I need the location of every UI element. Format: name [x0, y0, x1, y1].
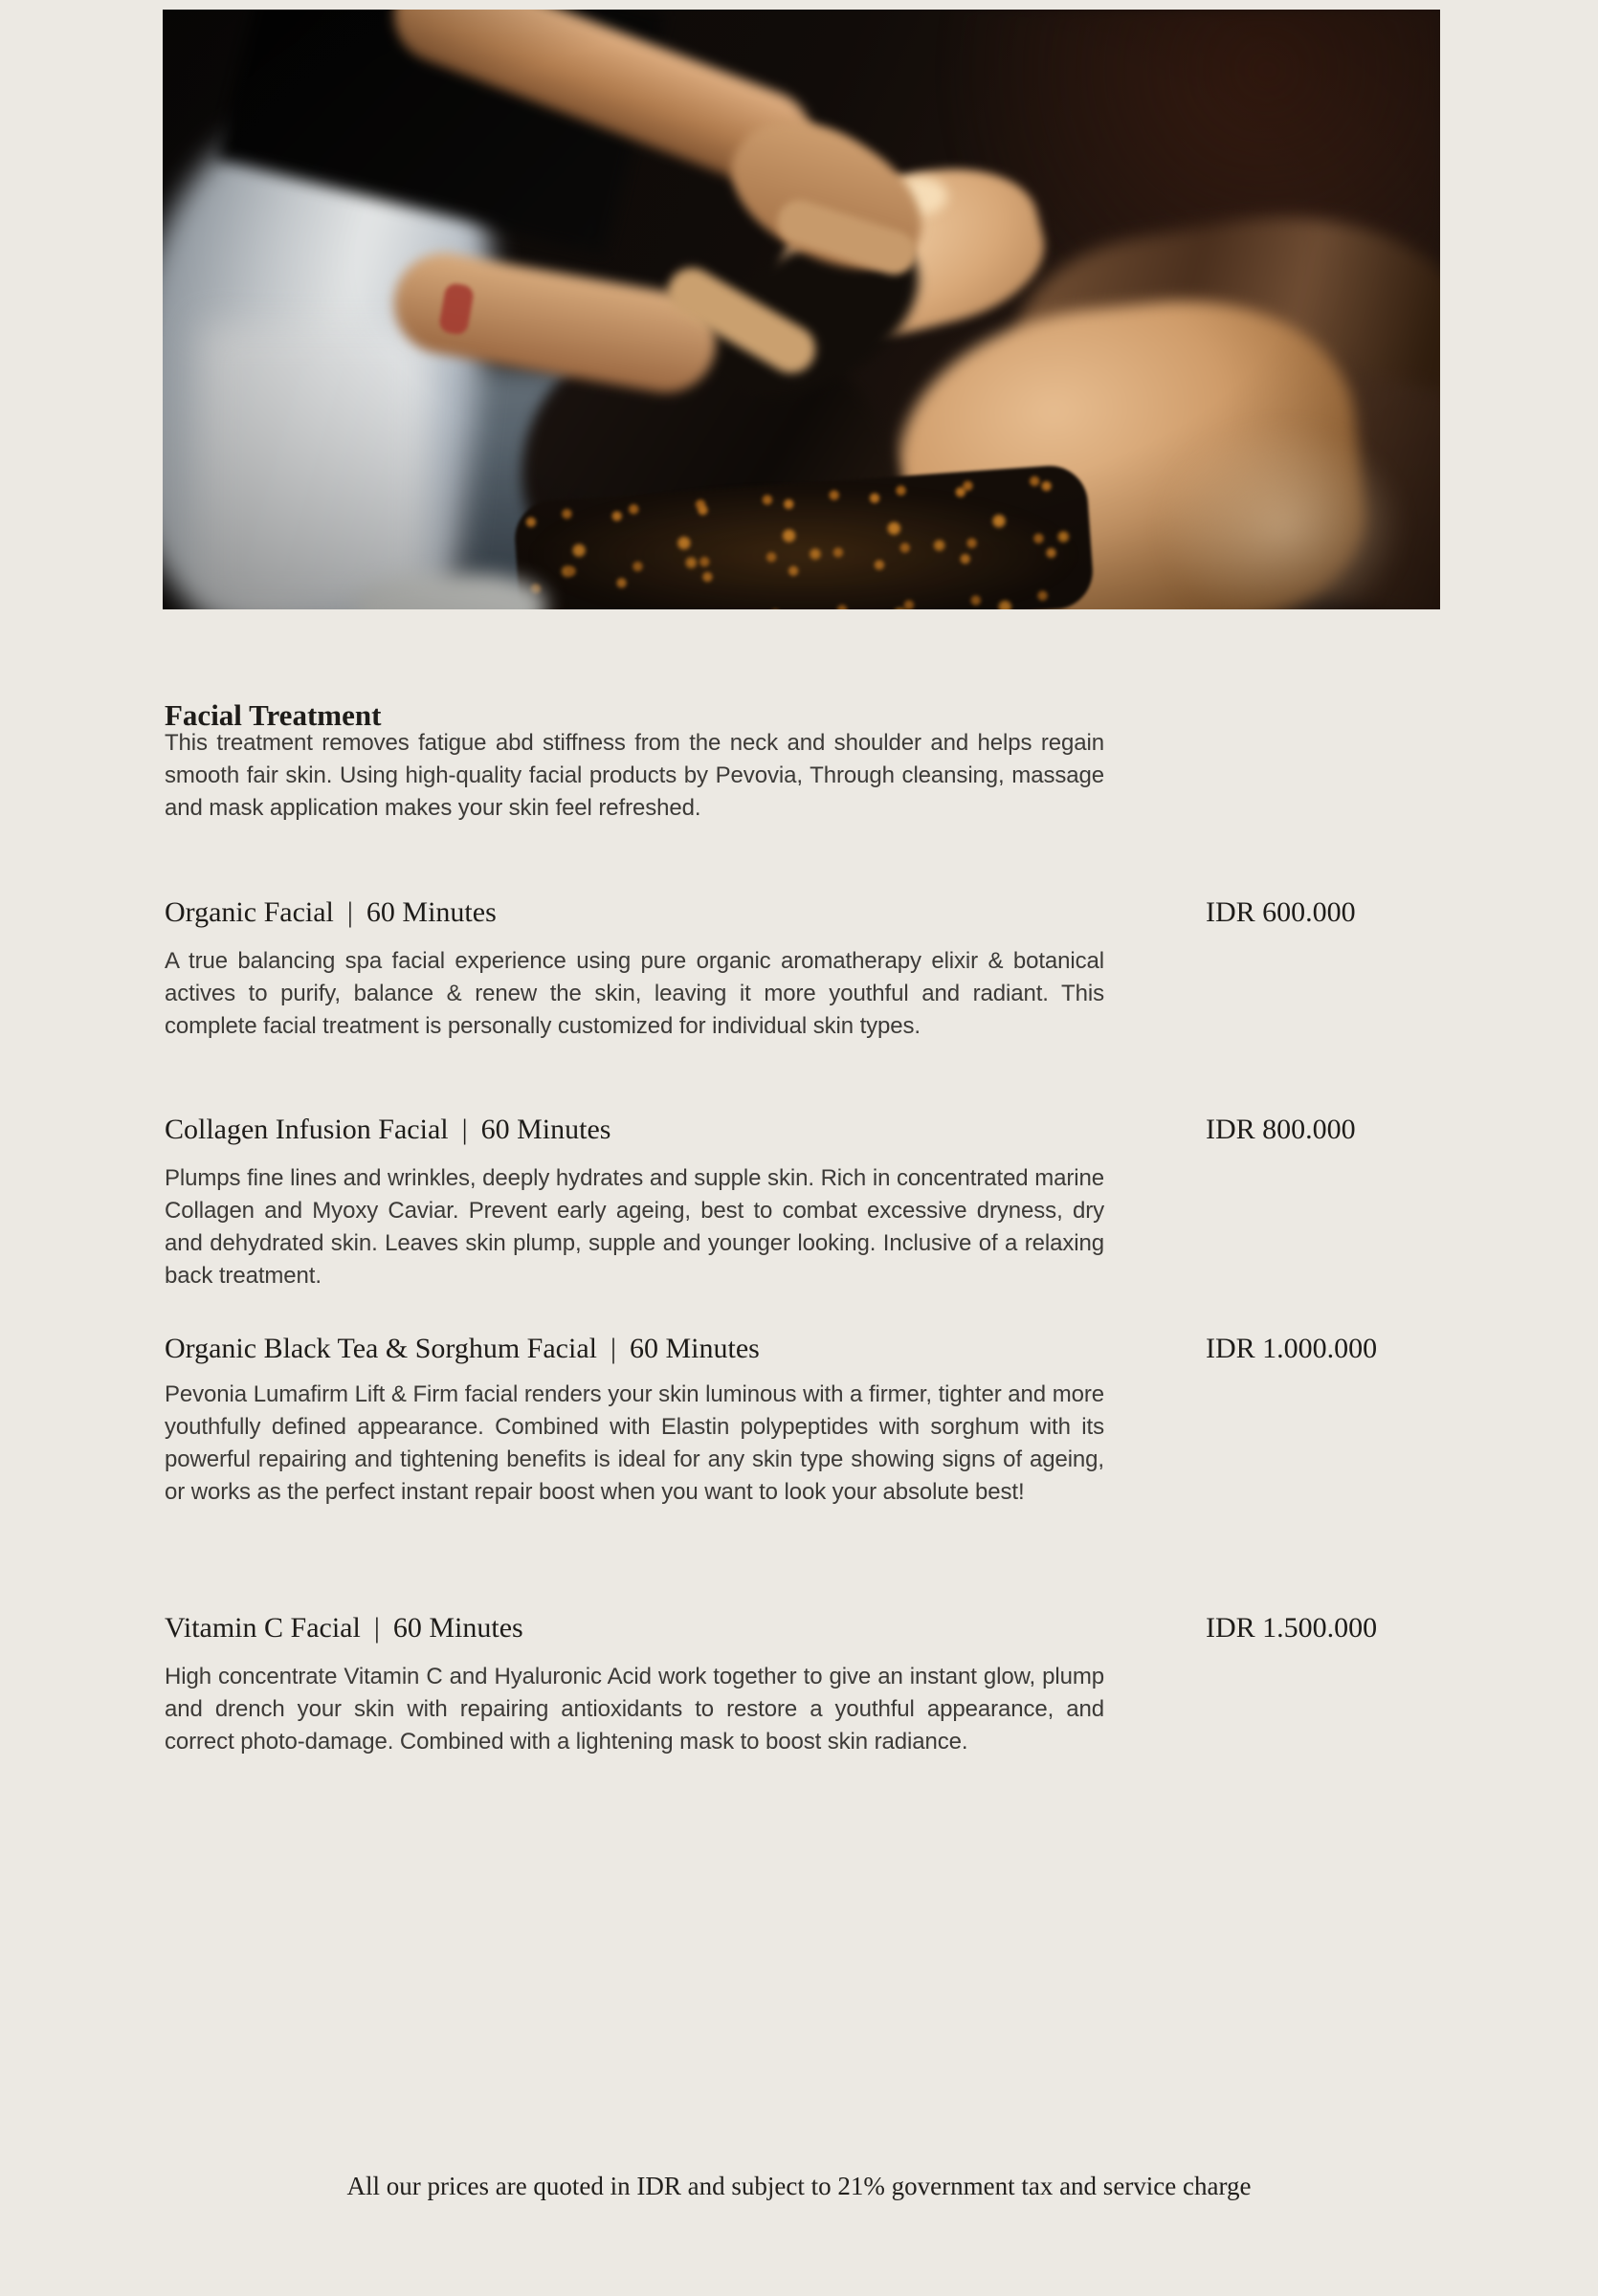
menu-item-description: Pevonia Lumafirm Lift & Firm facial renders your skin luminous with a firmer, tighter and more youthfully defined appearance. Combined with Elastin polypeptides with sorghum with its powerful repairing and tightening benefits is ideal for any skin type showing signs of ageing, or works as the perfect instant repair boost when you want to look your absolute best!: [165, 1381, 1104, 1505]
menu-item-title: [165, 896, 497, 928]
title-separator: |: [346, 896, 353, 928]
menu-item-duration: 60 Minutes: [366, 896, 497, 928]
title-separator: |: [461, 1114, 468, 1145]
menu-item-name: Organic Facial: [165, 896, 334, 928]
menu-item-vitamin-c-facial: [165, 1609, 1440, 1649]
photo-vignette: [163, 10, 1440, 609]
price-disclaimer: All our prices are quoted in IDR and subject to 21% government tax and service charge: [346, 2172, 1252, 2200]
menu-item-black-tea-sorghum-facial: [165, 1330, 1440, 1370]
menu-item-duration: 60 Minutes: [480, 1114, 611, 1145]
title-separator: |: [610, 1333, 616, 1364]
menu-item-description: High concentrate Vitamin C and Hyaluronic Acid work together to give an instant glow, plump and drench your skin with repairing antioxidants to restore a youthful appearance, and correct photo-damage. Combined with a lightening mask to boost skin radiance.: [165, 1664, 1104, 1755]
menu-item-price: IDR 1.000.000: [1206, 1333, 1378, 1364]
menu-item-price: IDR 800.000: [1206, 1114, 1356, 1145]
page-title: Facial Treatment: [165, 697, 382, 732]
section-description: This treatment removes fatigue abd stiffness from the neck and shoulder and helps regain smooth fair skin. Using high-quality facial products by Pevovia, Through cleansing, massage and mask application makes your skin feel refreshed.: [165, 730, 1104, 821]
menu-item-price: IDR 1.500.000: [1206, 1612, 1378, 1644]
title-separator: |: [373, 1612, 380, 1644]
menu-item-organic-facial: [165, 894, 1440, 934]
menu-item-duration: 60 Minutes: [392, 1612, 523, 1644]
menu-item-name: Vitamin C Facial: [165, 1612, 361, 1644]
menu-item-title: [165, 1612, 523, 1644]
menu-item-name: Collagen Infusion Facial: [165, 1114, 449, 1145]
menu-item-duration: 60 Minutes: [630, 1333, 760, 1364]
menu-item-description: Plumps fine lines and wrinkles, deeply hydrates and supple skin. Rich in concentrated marine Collagen and Myoxy Caviar. Prevent early ageing, best to combat excessive dryness, dry and dehydrated skin. Leaves skin plump, supple and younger looking. Inclusive of a relaxing back treatment.: [165, 1165, 1104, 1289]
menu-item-description: A true balancing spa facial experience using pure organic aromatherapy elixir & botanical actives to purify, balance & renew the skin, leaving it more youthful and radiant. This complete facial treatment is personally customized for individual skin types.: [165, 948, 1104, 1039]
facial-treatment-photo: [163, 10, 1440, 609]
menu-item-title: [165, 1114, 610, 1145]
menu-item-title: [165, 1333, 760, 1364]
menu-item-price: IDR 600.000: [1206, 896, 1356, 928]
menu-item-collagen-infusion-facial: [165, 1111, 1440, 1151]
menu-item-name: Organic Black Tea & Sorghum Facial: [165, 1333, 597, 1364]
